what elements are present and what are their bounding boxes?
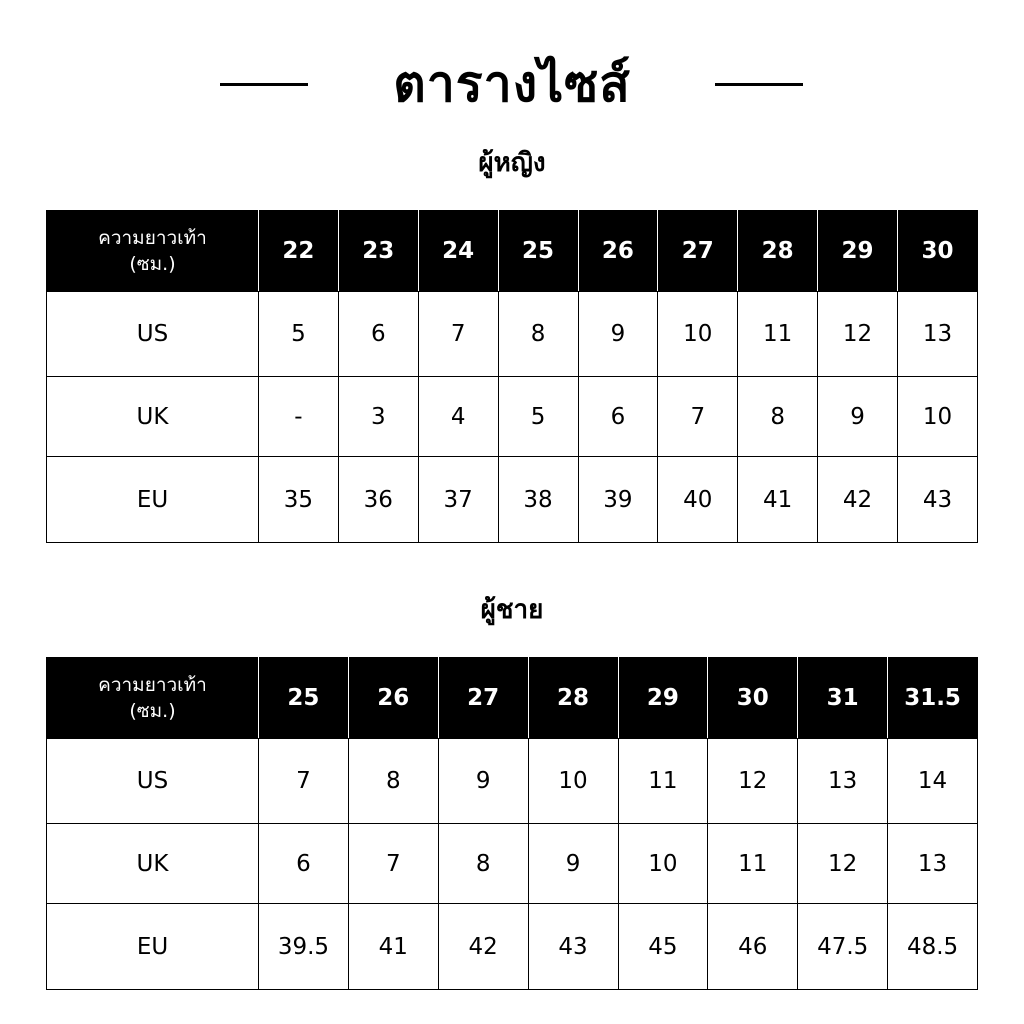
table-cell: 12 bbox=[708, 739, 798, 824]
women-section-heading: ผู้หญิง bbox=[478, 148, 546, 178]
table-row-uk bbox=[47, 377, 978, 457]
table-cell: 41 bbox=[348, 904, 438, 990]
row-label-uk: UK bbox=[47, 377, 259, 457]
row-label-eu: EU bbox=[47, 457, 259, 543]
foot-length-unit: (ซม.) bbox=[129, 253, 176, 275]
table-cell: 12 bbox=[818, 292, 898, 377]
row-label-eu: EU bbox=[47, 904, 259, 990]
size-header-cell: 31.5 bbox=[888, 658, 978, 739]
size-header-cell: 28 bbox=[738, 211, 818, 292]
table-cell: 11 bbox=[738, 292, 818, 377]
table-cell: 8 bbox=[438, 824, 528, 904]
table-row-eu bbox=[47, 457, 978, 543]
table-cell: 10 bbox=[898, 377, 978, 457]
table-cell: 12 bbox=[798, 824, 888, 904]
row-label-us: US bbox=[47, 739, 259, 824]
table-cell: 9 bbox=[818, 377, 898, 457]
table-cell: 14 bbox=[888, 739, 978, 824]
table-row-eu bbox=[47, 904, 978, 990]
size-header-cell: 27 bbox=[658, 211, 738, 292]
table-cell: 35 bbox=[259, 457, 339, 543]
table-cell: 5 bbox=[259, 292, 339, 377]
title-divider-right bbox=[715, 83, 803, 86]
table-header-row bbox=[47, 211, 978, 292]
table-cell: 39 bbox=[578, 457, 658, 543]
size-header-cell: 22 bbox=[259, 211, 339, 292]
table-cell: 47.5 bbox=[798, 904, 888, 990]
table-header-row bbox=[47, 658, 978, 739]
table-cell: 42 bbox=[438, 904, 528, 990]
table-cell: 7 bbox=[259, 739, 349, 824]
table-cell: - bbox=[259, 377, 339, 457]
table-cell: 40 bbox=[658, 457, 738, 543]
foot-length-label: ความยาวเท้า bbox=[98, 674, 207, 696]
table-cell: 8 bbox=[738, 377, 818, 457]
size-header-cell: 24 bbox=[418, 211, 498, 292]
table-cell: 36 bbox=[338, 457, 418, 543]
size-header-cell: 30 bbox=[708, 658, 798, 739]
table-cell: 13 bbox=[798, 739, 888, 824]
size-header-cell: 31 bbox=[798, 658, 888, 739]
table-cell: 11 bbox=[708, 824, 798, 904]
size-header-cell: 28 bbox=[528, 658, 618, 739]
foot-length-header bbox=[47, 658, 259, 739]
table-cell: 8 bbox=[348, 739, 438, 824]
table-cell: 45 bbox=[618, 904, 708, 990]
table-cell: 7 bbox=[418, 292, 498, 377]
table-cell: 42 bbox=[818, 457, 898, 543]
men-size-table bbox=[46, 657, 978, 990]
table-cell: 6 bbox=[259, 824, 349, 904]
table-row-uk bbox=[47, 824, 978, 904]
size-header-cell: 30 bbox=[898, 211, 978, 292]
table-cell: 48.5 bbox=[888, 904, 978, 990]
page-title: ตารางไซส์ bbox=[393, 55, 631, 113]
table-cell: 8 bbox=[498, 292, 578, 377]
title-divider-left bbox=[220, 83, 308, 86]
table-cell: 10 bbox=[618, 824, 708, 904]
size-header-cell: 27 bbox=[438, 658, 528, 739]
table-cell: 39.5 bbox=[259, 904, 349, 990]
table-cell: 3 bbox=[338, 377, 418, 457]
table-row-us bbox=[47, 739, 978, 824]
foot-length-label: ความยาวเท้า bbox=[98, 227, 207, 249]
table-cell: 13 bbox=[888, 824, 978, 904]
title-row bbox=[0, 44, 1024, 124]
table-cell: 46 bbox=[708, 904, 798, 990]
table-cell: 9 bbox=[578, 292, 658, 377]
size-header-cell: 25 bbox=[498, 211, 578, 292]
foot-length-header bbox=[47, 211, 259, 292]
men-section-heading: ผู้ชาย bbox=[480, 595, 544, 625]
table-cell: 7 bbox=[348, 824, 438, 904]
table-cell: 9 bbox=[438, 739, 528, 824]
table-cell: 10 bbox=[658, 292, 738, 377]
table-cell: 37 bbox=[418, 457, 498, 543]
row-label-uk: UK bbox=[47, 824, 259, 904]
size-header-cell: 26 bbox=[578, 211, 658, 292]
table-cell: 6 bbox=[338, 292, 418, 377]
table-cell: 10 bbox=[528, 739, 618, 824]
table-cell: 38 bbox=[498, 457, 578, 543]
foot-length-unit: (ซม.) bbox=[129, 700, 176, 722]
table-cell: 41 bbox=[738, 457, 818, 543]
table-cell: 6 bbox=[578, 377, 658, 457]
table-cell: 43 bbox=[898, 457, 978, 543]
table-cell: 7 bbox=[658, 377, 738, 457]
table-cell: 11 bbox=[618, 739, 708, 824]
size-header-cell: 29 bbox=[618, 658, 708, 739]
size-header-cell: 29 bbox=[818, 211, 898, 292]
size-header-cell: 23 bbox=[338, 211, 418, 292]
women-size-table bbox=[46, 210, 978, 543]
table-cell: 5 bbox=[498, 377, 578, 457]
table-row-us bbox=[47, 292, 978, 377]
table-cell: 9 bbox=[528, 824, 618, 904]
size-header-cell: 25 bbox=[259, 658, 349, 739]
size-header-cell: 26 bbox=[348, 658, 438, 739]
table-cell: 4 bbox=[418, 377, 498, 457]
table-cell: 43 bbox=[528, 904, 618, 990]
row-label-us: US bbox=[47, 292, 259, 377]
table-cell: 13 bbox=[898, 292, 978, 377]
